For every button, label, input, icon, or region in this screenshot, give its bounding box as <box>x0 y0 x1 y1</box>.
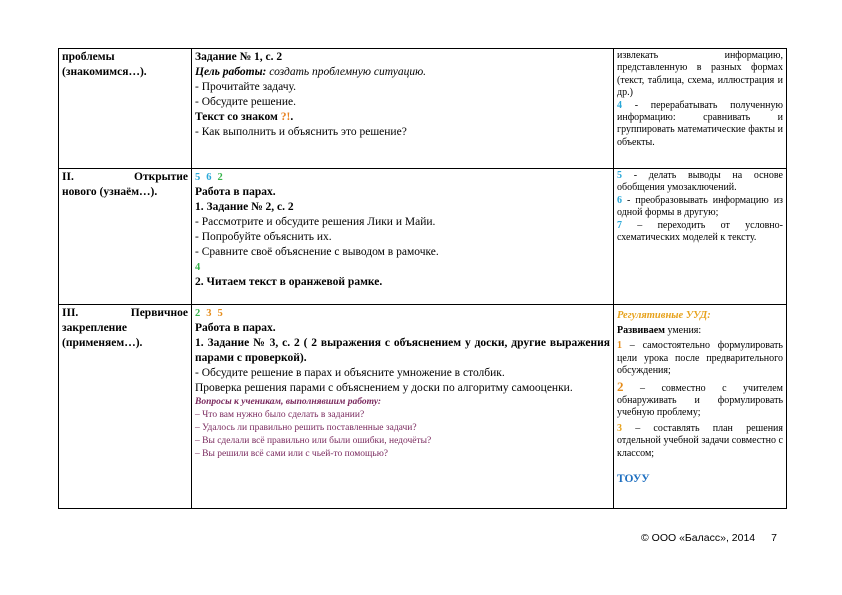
result-number: 4 <box>617 99 622 111</box>
uud-heading: Регулятивные УУД: <box>617 310 711 321</box>
touu-label: ТОУУ <box>617 473 650 486</box>
activity-cell <box>192 305 614 509</box>
stage-cell <box>59 49 192 169</box>
task-title: 1. Задание № 3, с. 2 ( 2 выражения с объяснением у доски, другие выражения парами с проверкой). <box>195 337 610 364</box>
result-cell <box>614 49 787 169</box>
result-numbers <box>195 306 610 321</box>
copyright: © ООО «Баласс», 2014 <box>641 532 756 544</box>
instruction: - Как выполнить и объяснить это решение? <box>195 126 407 138</box>
table-row <box>59 49 787 169</box>
develop-line <box>617 325 783 337</box>
sign-line <box>195 110 610 125</box>
result-item <box>617 170 783 195</box>
result-number: 3 <box>617 422 622 434</box>
goal-text: создать проблемную ситуацию. <box>266 66 427 78</box>
result-cell <box>614 169 787 305</box>
result-item <box>617 340 783 377</box>
page-footer <box>641 532 777 544</box>
result-number: 3 <box>206 308 212 319</box>
task-title: Задание № 1, с. 2 <box>195 51 283 63</box>
stage-title: Первичное <box>130 307 188 319</box>
question: – Вы сделали всё правильно или были ошибки, недочёты? <box>195 436 432 446</box>
table-row <box>59 169 787 305</box>
instruction: - Сравните своё объяснение с выводом в рамочке. <box>195 246 439 258</box>
result-item <box>617 423 783 460</box>
questions-heading: Вопросы к ученикам, выполнявшим работу: <box>195 397 382 407</box>
stage-label <box>62 170 188 185</box>
instruction: - Обсудите решение в парах и объясните умножение в столбик. <box>195 367 505 379</box>
lesson-table <box>58 48 787 509</box>
task-title: 1. Задание № 2, с. 2 <box>195 201 294 213</box>
develop-label: Развиваем <box>617 325 665 336</box>
result-item <box>617 195 783 220</box>
goal-line <box>195 65 610 80</box>
sign-mark: ?! <box>280 111 291 123</box>
result-text: – составлять план решения отдельной учебной задачи совместно с классом; <box>617 422 783 459</box>
result-cell <box>614 305 787 509</box>
result-number: 4 <box>195 262 201 273</box>
stage-label: нового (узнаём…). <box>62 186 158 198</box>
stage-label: закрепление <box>62 322 128 334</box>
stage-title: Открытие <box>134 171 188 183</box>
result-number: 1 <box>617 340 622 352</box>
goal-label: Цель работы: <box>195 66 267 78</box>
result-number: 7 <box>617 219 622 231</box>
result-text: - преобразовывать информацию из одной формы в другую; <box>617 194 783 219</box>
sign-text: Текст со знаком <box>195 111 281 123</box>
pairs-title: Работа в парах. <box>195 322 276 334</box>
sign-after: . <box>290 111 294 123</box>
result-number: 2 <box>195 308 201 319</box>
result-number: 2 <box>217 172 223 183</box>
stage-label: (применяем…). <box>62 337 143 349</box>
result-text: - перерабатывать полученную информацию: сравнивать и группировать математические факты и объекты. <box>617 99 783 148</box>
page-number: 7 <box>771 532 777 544</box>
stage-number: II. <box>62 171 74 183</box>
stage-number: III. <box>62 307 79 319</box>
read-task: 2. Читаем текст в оранжевой рамке. <box>195 276 383 288</box>
table-row <box>59 305 787 509</box>
question: – Что вам нужно было сделать в задании? <box>195 410 365 420</box>
result-text: - делать выводы на основе обобщения умозаключений. <box>617 170 783 194</box>
stage-cell <box>59 169 192 305</box>
result-numbers <box>195 170 610 185</box>
result-text: извлекать информацию, представленную в разных формах (текст, таблица, схема, иллюстрация и др.) <box>617 50 783 99</box>
result-item <box>617 220 783 245</box>
result-item <box>617 100 783 150</box>
activity-cell <box>192 169 614 305</box>
stage-label: проблемы <box>62 51 115 63</box>
result-text: – совместно с учителем обнаруживать и формулировать учебную проблему; <box>617 382 783 419</box>
result-text: – переходить от условно-схематических моделей к тексту. <box>617 219 783 244</box>
question: – Удалось ли правильно решить поставленные задачи? <box>195 423 417 433</box>
pairs-title: Работа в парах. <box>195 186 276 198</box>
instruction: - Попробуйте объяснить их. <box>195 231 332 243</box>
instruction: - Рассмотрите и обсудите решения Лики и Майи. <box>195 216 436 228</box>
instruction: Проверка решения парами с объяснением у доски по алгоритму самооценки. <box>195 382 573 394</box>
result-number: 5 <box>195 172 201 183</box>
stage-label: (знакомимся…). <box>62 66 147 78</box>
question: – Вы решили всё сами или с чьей-то помощью? <box>195 449 389 459</box>
develop-text: умения: <box>664 325 702 336</box>
result-number: 5 <box>617 170 622 181</box>
instruction: - Обсудите решение. <box>195 96 296 108</box>
result-item <box>617 378 783 420</box>
instruction: - Прочитайте задачу. <box>195 81 296 93</box>
result-numbers <box>195 260 610 275</box>
stage-cell <box>59 305 192 509</box>
stage-label <box>62 306 188 321</box>
result-number: 6 <box>617 194 622 206</box>
activity-cell <box>192 49 614 169</box>
result-text: – самостоятельно формулировать цели урока после предварительного обсуждения; <box>617 340 783 377</box>
result-number: 5 <box>217 308 223 319</box>
result-number: 6 <box>206 172 212 183</box>
result-number: 2 <box>617 378 624 394</box>
